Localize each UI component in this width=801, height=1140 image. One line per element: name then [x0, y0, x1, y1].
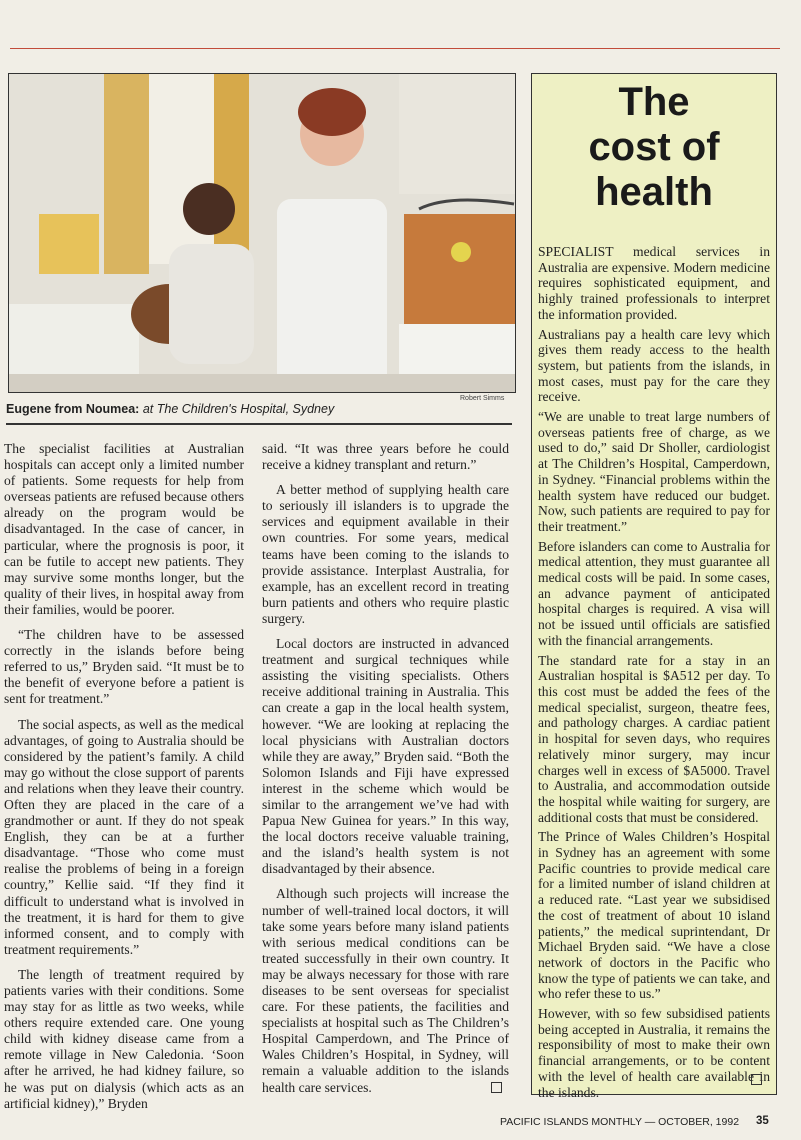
paragraph: Before islanders can come to Australia for medical attention, they must guarantee all medical costs will be paid. In some cases, an advance payment of anticipated hospital charges is required. A visa will not be issued until officials are satisfied with the financial arrangements. [538, 538, 770, 648]
paragraph: The standard rate for a stay in an Australian hospital is $A512 per day. To this cost must be added the fees of the medical specialist, surgeon, theatre fees, and pathology charges. A cardiac patient in hospital for seven days, who requires relatively minor surgery, may incur charges well in excess of $A5000. Travel to Australia, and accommodation outside the hospital while waiting for surgery, are additional costs that must be considered. [538, 652, 770, 825]
photo-caption [6, 402, 512, 416]
paragraph: The social aspects, as well as the medical advantages, of going to Australia should be considered by the patient’s family. A child may go without the close support of parents and relations when they leave their country. Often they are placed in the care of a grandmother or aunt. If they do not speak English, they can be at a further disadvantage. “Those who come must realise the problems of being in a foreign country,” Kellie said. “If they find it difficult to understand what is involved in the treatment, it is hard for them to give informed consent, and to comply with treatment requirements.” [4, 716, 244, 957]
sidebar-title [532, 80, 776, 215]
sidebar-title-line: The [618, 80, 690, 124]
photo [8, 73, 516, 393]
sidebar-box [531, 73, 777, 1100]
paragraph: Local doctors are instructed in advanced treatment and surgical techniques while assisting the visiting specialists. Others receive additional training in Australia. This can create a gap in the local health system, however. “We are looking at replacing the local physicians with Australian doctors while they are away,” Bryden said. “Both the Solomon Islands and Fiji have expressed interest in the scheme which would be similar to the arrangement we’ve had with Papua New Guinea for years.” In this way, the local doctors receive valuable training, and the island’s health system is not disadvantaged by their absence. [262, 636, 509, 877]
article-column-1 [4, 441, 244, 1121]
sidebar-title-line: cost of [588, 125, 720, 169]
paragraph: Although such projects will increase the number of well-trained local doctors, it will take some years before many island patients with serious medical conditions can be treated successfully in their own country. It may be always necessary for those with rare diseases to be sent overseas for specialist care. For these patients, the facilities and specialists at hospital such as The Children’s Hospital Camperdown, and The Prince of Wales Children’s Hospital, in Sydney, will remain a valuable addition to the islands health care services. [262, 886, 509, 1095]
paragraph: However, with so few subsidised patients being accepted in Australia, it remains the responsibility of most to make their own financial arrangements, or to be content with the level of health care available in the islands. [538, 1006, 770, 1100]
end-mark-icon [491, 1082, 502, 1093]
sidebar-text [538, 244, 770, 1104]
paragraph: The specialist facilities at Australian hospitals can accept only a limited number of patients. Some requests for help from overseas patients are refused because others already on the program would be disadvantaged. In the case of cancer, in particular, where the prognosis is poor, it can be futile to accept new patients. They may survive some months longer, but the quality of their lives, in hospital away from their families, would be poorer. [4, 441, 244, 617]
article-column-2 [262, 441, 509, 1105]
publication-footer: PACIFIC ISLANDS MONTHLY — OCTOBER, 1992 [500, 1116, 740, 1128]
paragraph: “We are unable to treat large numbers of overseas patients free of charge, as we used to do,” said Dr Sholler, cardiologist at The Children’s Hospital, Camperdown, in Sydney. “Financial problems within the health system have reduced our budget. Now, such patients are required to pay for their treatment.” [538, 409, 770, 534]
caption-text: at The Children's Hospital, Sydney [142, 402, 335, 416]
photo-credit: Robert Simms [460, 395, 505, 402]
sidebar-title-line: health [595, 170, 713, 214]
paragraph: A better method of supplying health care to seriously ill islanders is to upgrade the services and equipment available in their own countries. For some years, medical teams have been coming to the islands to provide assistance. Interplast Australia, for example, has an excellent record in treating burn patients and others who require plastic surgery. [262, 482, 509, 626]
page-number: 35 [756, 1115, 769, 1127]
paragraph: Australians pay a health care levy which gives them ready access to the health system, but patients from the islands, in most cases, must pay for the care they receive. [538, 326, 770, 405]
paragraph: SPECIALIST medical services in Australia are expensive. Modern medicine requires sophisticated equipment, and highly trained professionals to interpret the information provided. [538, 244, 770, 322]
caption-rule [6, 423, 512, 425]
paragraph: The Prince of Wales Children’s Hospital in Sydney has an agreement with some Pacific countries to provide medical care for a limited number of island children at a reduced rate. “Last year we subsidised the cost of treatment of about 10 island patients,” the medical suprintendant, Dr Michael Bryden said. “We have a close network of doctors in the Pacific who know the type of patients we can take, and who refer these to us.” [538, 829, 770, 1002]
paragraph: “The children have to be assessed correctly in the islands before being referred to us,” Bryden said. “It must be to the benefit of everyone before a patient is sent for treatment.” [4, 627, 244, 707]
end-mark-icon [751, 1074, 762, 1085]
paragraph: The length of treatment required by patients varies with their conditions. Some may stay for as little as two weeks, while others require extended care. One young child with kidney disease came from a remote village in New Caledonia. ‘Soon after he arrived, he had kidney failure, so he was put on dialysis (which acts as an artificial kidney),” Bryden [4, 966, 244, 1111]
caption-name: Eugene from Noumea: [6, 402, 140, 416]
paragraph: said. “It was three years before he could receive a kidney transplant and return.” [262, 441, 509, 473]
top-rule [10, 48, 780, 49]
